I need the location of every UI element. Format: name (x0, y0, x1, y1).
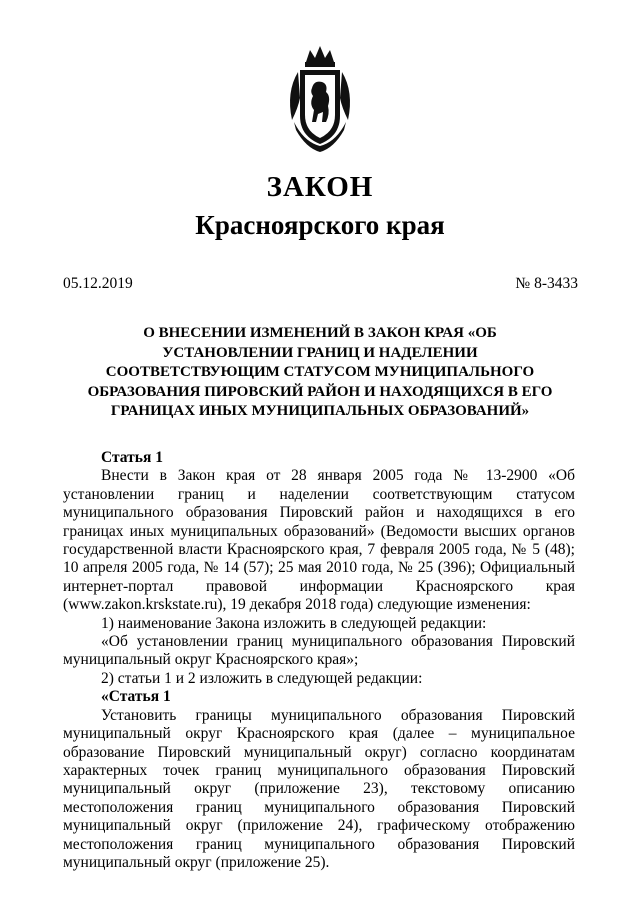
paragraph: 1) наименование Закона изложить в следующей редакции: (101, 614, 487, 632)
paragraph: Внести в Закон края от 28 января 2005 года № 13-2900 «Об установлении границ и наделении соответствующим статусом муниципального образования Пировский район и находящихся в его границах иных муниципальных образований» (Ведомости высших органов государственной власти Красноярского края, 7 февраля 2005 года, № 5 (48); 10 апреля 2005 года, № 14 (57); 25 мая 2010 года, № 25 (396); Официальный интернет-портал правовой информации Красноярского края (www.zakon.krskstate.ru), 19 декабря 2018 года) следующие изменения: (63, 467, 575, 614)
emblem (284, 42, 356, 154)
document-heading: О ВНЕСЕНИИ ИЗМЕНЕНИЙ В ЗАКОН КРАЯ «ОБ УСТАНОВЛЕНИИ ГРАНИЦ И НАДЕЛЕНИИ СООТВЕТСТВУЮЩИМ СТАТУСОМ МУНИЦИПАЛЬНОГО ОБРАЗОВАНИЯ ПИРОВСКИЙ РАЙОН И НАХОДЯЩИХСЯ В ЕГО ГРАНИЦАХ ИНЫХ МУНИЦИПАЛЬНЫХ ОБРАЗОВАНИЙ» (87, 325, 553, 419)
document-date: 05.12.2019 (63, 275, 133, 292)
paragraph: «Об установлении границ муниципального образования Пировский муниципальный округ Красноярского края»; (63, 633, 575, 669)
paragraph: Установить границы муниципального образования Пировский муниципальный округ Красноярского края (далее – муниципальное образование Пировский муниципальный округ) согласно координатам характерных точек границ муниципального образования Пировский муниципальный округ (приложение 23), текстовому описанию местоположения границ муниципального образования Пировский муниципальный округ (приложение 24), графическому отображению местоположения границ муниципального образования Пировский муниципальный округ (приложение 25). (63, 706, 575, 871)
krasnoyarsk-coat-of-arms-icon (284, 42, 356, 154)
document-subtitle: Красноярского края (195, 210, 445, 240)
article-title: Статья 1 (101, 449, 163, 466)
document-body (63, 449, 575, 872)
paragraph: 2) статьи 1 и 2 изложить в следующей редакции: (101, 669, 423, 687)
quoted-article-title: «Статья 1 (101, 688, 171, 706)
document-title: ЗАКОН (266, 171, 374, 203)
document-number: № 8-3433 (515, 275, 578, 292)
